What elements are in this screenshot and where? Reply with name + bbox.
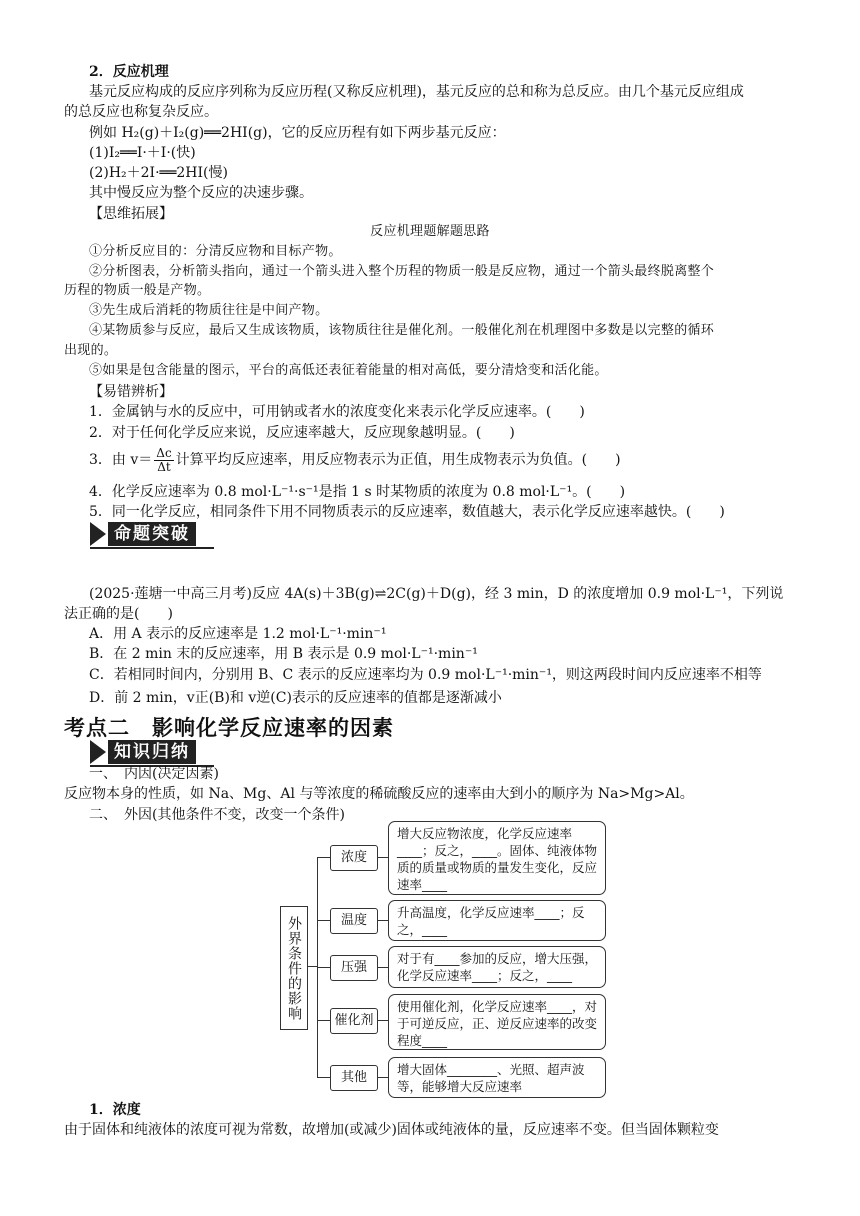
diagram-label-temperature: 温度 xyxy=(330,908,378,934)
thinking-item: ②分析图表，分析箭头指向，通过一个箭头进入整个历程的物质一般是反应物，通过一个箭头最终脱离整个 xyxy=(89,264,715,279)
diagram-box-concentration: 增大反应物浓度，化学反应速率____；反之，____。固体、纯液体物质的质量或物质的量发生变化，反应速率____ xyxy=(388,821,606,895)
section-banner: 命题突破 xyxy=(90,522,196,546)
option-c: C．若相同时间内，分别用 B、C 表示的反应速率均为 0.9 mol·L⁻¹·min⁻¹，则这两段时间内反应速率不相等 xyxy=(89,667,762,683)
diagram-box-temperature: 升高温度，化学反应速率____；反之，____ xyxy=(388,900,606,941)
concentration-heading: 1．浓度 xyxy=(89,1102,141,1118)
option-d: D．前 2 min，v正(B)和 v逆(C)表示的反应速率的值都是逐渐减小 xyxy=(89,690,502,706)
diagram-box-catalyst: 使用催化剂，化学反应速率____，对于可逆反应，正、逆反应速率的改变程度____ xyxy=(388,994,606,1050)
error-question-1: 1．金属钠与水的反应中，可用钠或者水的浓度变化来表示化学反应速率。( ) xyxy=(89,404,585,420)
thinking-item: 历程的物质一般是产物。 xyxy=(64,283,211,298)
problem-stem: (2025·莲塘一中高三月考)反应 4A(s)＋3B(g)⇌2C(g)＋D(g)，经 3 min，D 的浓度增加 0.9 mol·L⁻¹，下列说 xyxy=(89,586,784,602)
internal-heading: 一、 内因(决定因素) xyxy=(89,766,219,782)
mechanism-paragraph: 基元反应构成的反应序列称为反应历程(又称反应机理)，基元反应的总和称为总反应。由几个基元反应组成 xyxy=(89,84,744,100)
diagram-box-other: 增大固体________、光照、超声波等，能够增大反应速率 xyxy=(388,1057,606,1098)
section-banner: 知识归纳 xyxy=(90,740,196,764)
thinking-item: ⑤如果是包含能量的图示，平台的高低还表征着能量的相对高低，要分清焓变和活化能。 xyxy=(89,363,608,378)
mechanism-example: 例如 H₂(g)＋I₂(g)══2HI(g)，它的反应历程有如下两步基元反应： xyxy=(89,125,506,141)
thinking-item: ③先生成后消耗的物质往往是中间产物。 xyxy=(89,303,329,318)
mechanism-step-2: (2)H₂＋2I·══2HI(慢) xyxy=(89,165,228,181)
option-a: A．用 A 表示的反应速率是 1.2 mol·L⁻¹·min⁻¹ xyxy=(89,626,387,642)
diagram-label-pressure: 压强 xyxy=(330,955,378,981)
fraction: $\frac{\Delta c}{\Delta t}$ xyxy=(156,445,172,474)
diagram-root: 外界条件的影响 xyxy=(280,906,308,1030)
mechanism-step-1: (1)I₂══I·＋I·(快) xyxy=(89,145,196,161)
external-heading: 二、 外因(其他条件不变，改变一个条件) xyxy=(89,807,345,823)
concentration-text: 由于固体和纯液体的浓度可视为常数，故增加(或减少)固体或纯液体的量，反应速率不变。但当固体颗粒变 xyxy=(64,1122,719,1138)
option-b: B．在 2 min 末的反应速率，用 B 表示是 0.9 mol·L⁻¹·min⁻¹ xyxy=(89,646,478,662)
mechanism-heading: 2．反应机理 xyxy=(89,64,169,80)
diagram-label-concentration: 浓度 xyxy=(330,845,378,871)
thinking-item: ①分析反应目的：分清反应物和目标产物。 xyxy=(89,244,342,259)
errors-tag: 【易错辨析】 xyxy=(89,384,173,400)
diagram-label-catalyst: 催化剂 xyxy=(330,1008,378,1034)
banner-arrow-icon xyxy=(90,522,106,546)
banner-arrow-icon xyxy=(90,740,106,764)
mechanism-note: 其中慢反应为整个反应的决速步骤。 xyxy=(89,185,313,201)
thinking-title: 反应机理题解题思路 xyxy=(370,224,490,239)
error-question-4: 4．化学反应速率为 0.8 mol·L⁻¹·s⁻¹是指 1 s 时某物质的浓度为 0.8 mol·L⁻¹。( ) xyxy=(89,484,626,500)
internal-text: 反应物本身的性质，如 Na、Mg、Al 与等浓度的稀硫酸反应的速率由大到小的顺序为 Na>Mg>Al。 xyxy=(64,786,694,802)
thinking-tag: 【思维拓展】 xyxy=(89,206,173,222)
diagram-box-pressure: 对于有____参加的反应，增大压强，化学反应速率____；反之，____ xyxy=(388,946,606,988)
thinking-item: 出现的。 xyxy=(64,343,118,358)
problem-stem-cont: 法正确的是( ) xyxy=(64,606,173,622)
section-title: 考点二 影响化学反应速率的因素 xyxy=(64,716,394,740)
thinking-item: ④某物质参与反应，最后又生成该物质，该物质往往是催化剂。一般催化剂在机理图中多数是以完整的循环 xyxy=(89,323,715,338)
diagram-label-other: 其他 xyxy=(330,1065,378,1091)
error-question-5: 5．同一化学反应，相同条件下用不同物质表示的反应速率，数值越大，表示化学反应速率越快。( ) xyxy=(89,504,725,520)
mechanism-paragraph-cont: 的总反应也称复杂反应。 xyxy=(64,104,218,120)
error-question-2: 2．对于任何化学反应来说，反应速率越大，反应现象越明显。( ) xyxy=(89,425,515,441)
error-question-3: 3．由 v＝ $\frac{\Delta c}{\Delta t}$ 计算平均反应速率，用反应物表示为正值，用生成物表示为负值。( ) xyxy=(89,445,621,474)
